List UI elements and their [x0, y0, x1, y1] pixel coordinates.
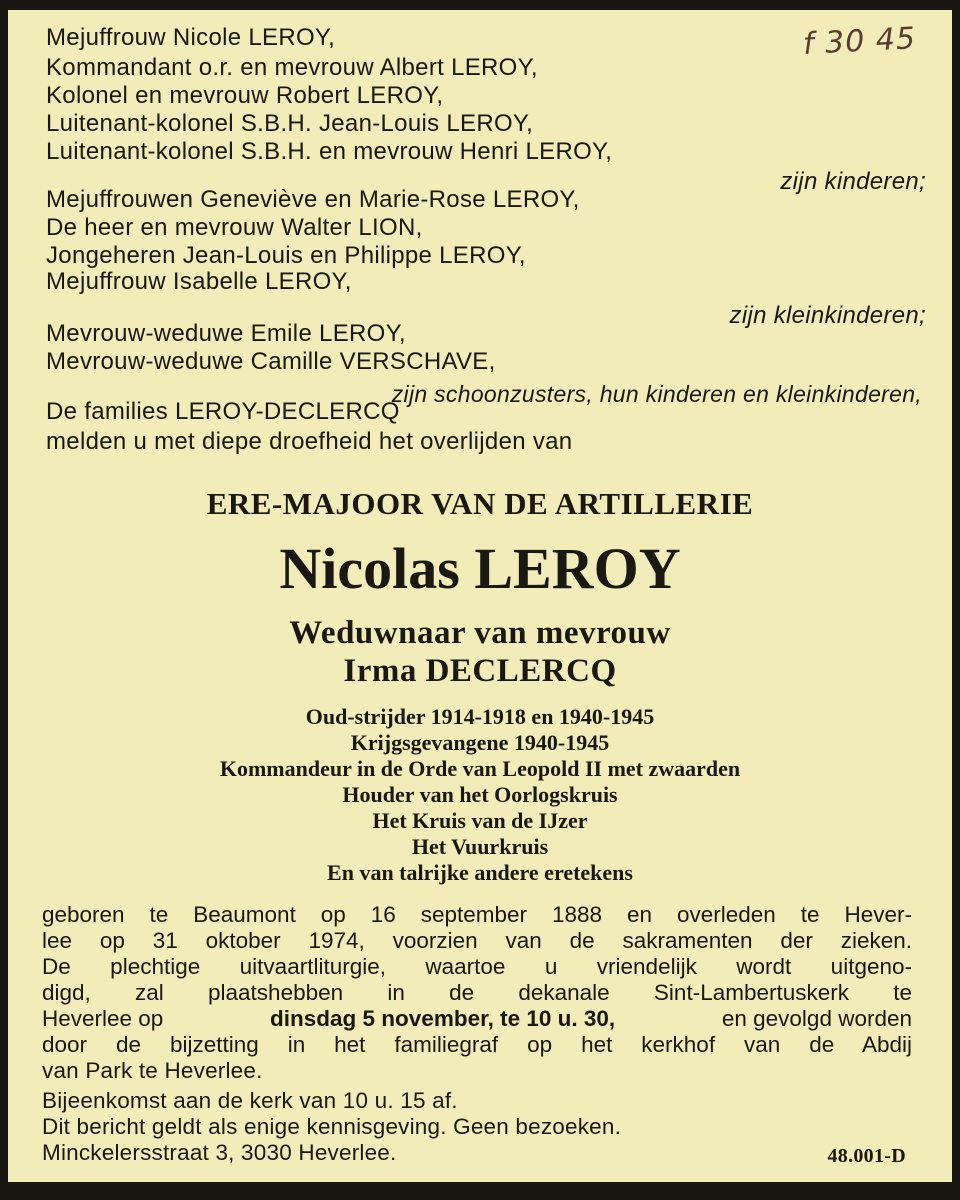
details-line: De plechtige uitvaartliturgie, waartoe u vriendelijk wordt uitgeno-	[42, 954, 912, 979]
address-line: Minckelersstraat 3, 3030 Heverlee.	[42, 1140, 397, 1165]
notice-line: Dit bericht geldt als enige kennisgeving. Geen bezoeken.	[42, 1114, 622, 1139]
details-line: geboren te Beaumont op 16 september 1888 en overleden te Hever-	[42, 902, 912, 927]
grandchildren-line: Mejuffrouw Isabelle LEROY,	[46, 268, 352, 295]
sister-in-law-line: Mevrouw-weduwe Emile LEROY,	[46, 320, 406, 347]
gathering-line: Bijeenkomst aan de kerk van 10 u. 15 af.	[42, 1088, 458, 1113]
funeral-date-time: dinsdag 5 november, te 10 u. 30,	[270, 1006, 616, 1031]
children-label: zijn kinderen;	[780, 168, 926, 195]
sisters-in-law-label: zijn schoonzusters, hun kinderen en kleinkinderen,	[391, 381, 922, 407]
grandchildren-line: De heer en mevrouw Walter LION,	[46, 214, 423, 241]
honor-line: Houder van het Oorlogskruis	[342, 782, 618, 807]
details-line: lee op 31 oktober 1974, voorzien van de sakramenten der zieken.	[42, 928, 912, 953]
spouse-name: Irma DECLERCQ	[343, 653, 617, 689]
family-line: Kolonel en mevrouw Robert LEROY,	[46, 82, 444, 109]
honor-line: Het Kruis van de IJzer	[372, 808, 588, 833]
family-line: Luitenant-kolonel S.B.H. Jean-Louis LEROY,	[46, 110, 534, 137]
details-line: digd, zal plaatshebben in de dekanale Sint-Lambertuskerk te	[42, 980, 912, 1005]
deceased-name: Nicolas LEROY	[279, 536, 681, 601]
honor-line: Oud-strijder 1914-1918 en 1940-1945	[305, 704, 655, 729]
handwritten-reference-number: f 30 45	[802, 21, 917, 62]
honor-line: Het Vuurkruis	[411, 834, 549, 859]
funeral-date-suffix: en gevolgd worden	[721, 1006, 912, 1031]
burial-line: van Park te Heverlee.	[42, 1058, 263, 1083]
rank-heading: ERE-MAJOOR VAN DE ARTILLERIE	[206, 486, 754, 521]
family-line: Luitenant-kolonel S.B.H. en mevrouw Henri LEROY,	[46, 138, 613, 165]
grandchildren-label: zijn kleinkinderen;	[729, 302, 926, 329]
family-line: Kommandant o.r. en mevrouw Albert LEROY,	[46, 54, 538, 81]
burial-line: door de bijzetting in het familiegraf op het kerkhof van de Abdij	[42, 1032, 912, 1057]
family-line: Mejuffrouw Nicole LEROY,	[46, 24, 336, 51]
sister-in-law-line: Mevrouw-weduwe Camille VERSCHAVE,	[46, 348, 496, 375]
funeral-date-prefix: Heverlee op	[42, 1006, 164, 1031]
obituary-notice	[8, 10, 952, 1182]
funeral-date-line	[42, 1006, 912, 1032]
grandchildren-line: Mejuffrouwen Geneviève en Marie-Rose LEROY,	[46, 186, 580, 213]
announcement-line: melden u met diepe droefheid het overlijden van	[46, 428, 573, 455]
honor-line: Krijgsgevangene 1940-1945	[350, 730, 610, 755]
widower-line: Weduwnaar van mevrouw	[289, 615, 671, 651]
families-line: De families LEROY-DECLERCQ	[46, 398, 400, 425]
grandchildren-line: Jongeheren Jean-Louis en Philippe LEROY,	[46, 242, 526, 269]
honor-line: En van talrijke andere eretekens	[327, 860, 633, 885]
honor-line: Kommandeur in de Orde van Leopold II met zwaarden	[219, 756, 741, 781]
notice-code: 48.001-D	[827, 1145, 906, 1167]
